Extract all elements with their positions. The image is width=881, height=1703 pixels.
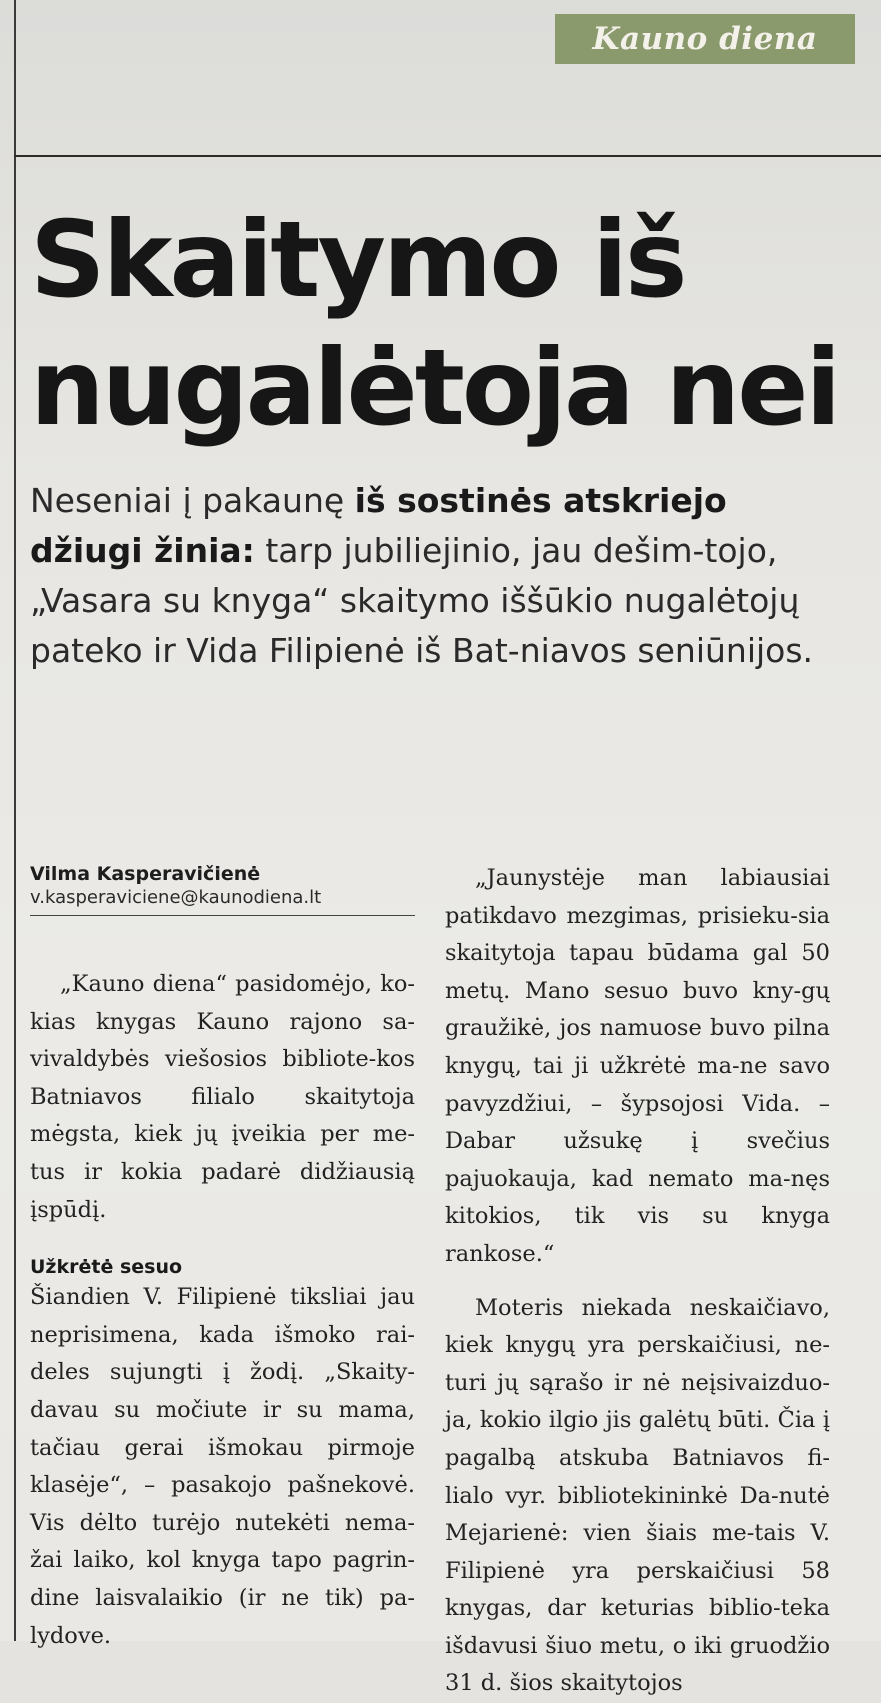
article-column-left — [30, 966, 415, 1655]
author-email: v.kasperaviciene@kaunodiena.lt — [30, 887, 322, 908]
paragraph-quote: „Jaunystėje man labiausiai patikdavo mezgimas, prisieku-sia skaitytoja tapau būdama gal 50 metų. Mano sesuo buvo kny-gų graužikė, jos namuose buvo pilna knygų, tai ji užkrėtė ma-ne savo pavyzdžiui, – šypsojosi Vida. – Dabar užsukę į svečius pajuokauja, kad nemato ma-nęs kitokios, tik vis su knyga rankose.“ — [445, 865, 830, 1267]
paragraph-childhood: Šiandien V. Filipienė tiksliai jau neprisimena, kada išmoko rai-deles sujungti į žodį. „Skaity-davau su močiute ir su mama, tačiau gerai išmokau pirmoje klasėje“, – pasakojo pašnekovė. Vis dėlto turėjo nutekėti nema-žai laiko, kol knyga tapo pagrin-dine laisvalaikio (ir ne tik) pa-lydove. — [30, 1284, 415, 1649]
lead-paragraph — [30, 476, 820, 676]
headline-line-1: Skaitymo iš — [30, 199, 685, 321]
left-column-rule — [14, 0, 16, 1641]
header-rule — [14, 155, 881, 157]
byline-rule — [30, 915, 415, 916]
paragraph-intro: „Kauno diena“ pasidomėjo, ko-kias knygas Kauno rajono sa-vivaldybės viešosios bibliote-kos Batniavos filialo skaitytoja mėgsta, kiek jų įveikia per me-tus ir kokia padarė didžiausią įspūdį. — [30, 971, 415, 1223]
byline — [30, 862, 415, 916]
paragraph-count: Moteris niekada neskaičiavo, kiek knygų yra perskaičiusi, ne-turi jų sąrašo ir nė neįsivaizduo-ja, kokio ilgio jis galėtų būti. Čia į pagalbą atskuba Batniavos fi-lialo vyr. bibliotekininkė Da-nutė Mejarienė: vien šiais me-tais V. Filipienė yra perskaičiusi 58 knygas, dar keturias biblio-teka išdavusi šiuo metu, o iki gruodžio 31 d. šios skaitytojos — [445, 1294, 830, 1697]
headline-line-2: nugalėtoja nei — [30, 327, 839, 449]
author-name: Vilma Kasperavičienė — [30, 863, 261, 885]
subheading: Užkrėtė sesuo — [30, 1256, 183, 1279]
lead-text-bold: iš sostinės atskriejo džiugi žinia: — [30, 481, 727, 570]
article-column-right — [445, 860, 830, 1703]
headline — [30, 196, 881, 452]
section-tag — [555, 14, 855, 64]
lead-text-start: Neseniai į pakaunę — [30, 481, 355, 520]
section-tag-label: Kauno diena — [592, 21, 818, 57]
lead-text-end: tarp jubiliejinio, jau dešim-tojo, „Vasara su knyga“ skaitymo iššūkio nugalėtojų pateko ir Vida Filipienė iš Bat-niavos seniūnijos. — [30, 531, 814, 670]
